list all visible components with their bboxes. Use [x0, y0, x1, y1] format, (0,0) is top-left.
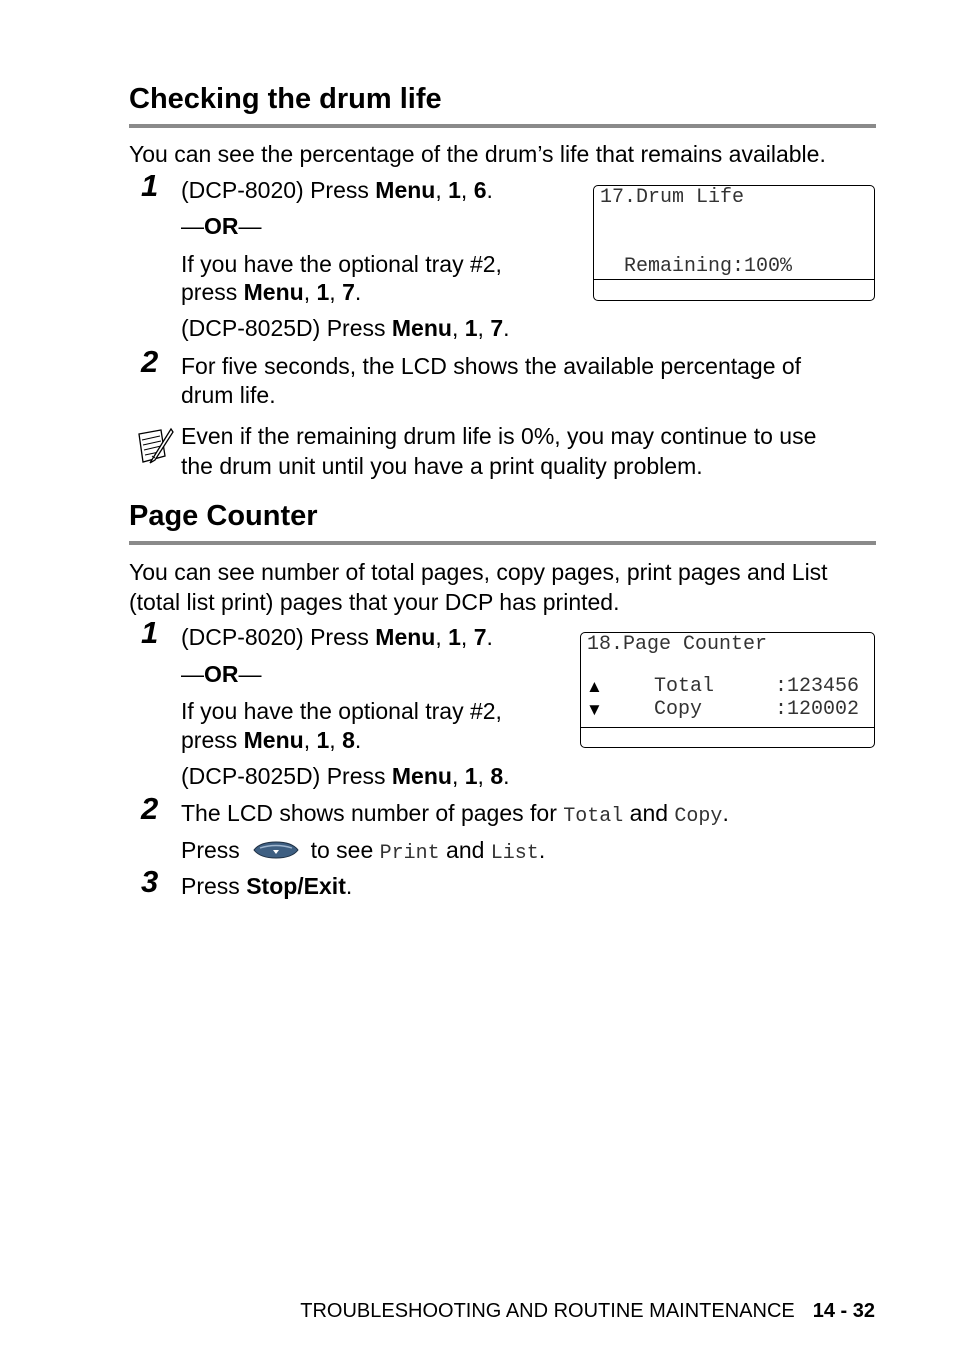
section-title-drum-life: Checking the drum life: [129, 83, 442, 115]
step-number: 2: [141, 791, 159, 826]
step2-line1: The LCD shows number of pages for Total and Copy.: [181, 800, 729, 828]
lcd-bottom-bar: [594, 279, 874, 280]
step1-line-b2: press Menu, 1, 8.: [181, 727, 362, 753]
step3-line: Press Stop/Exit.: [181, 873, 353, 899]
step-number: 1: [141, 615, 159, 650]
lcd-line2: Remaining:100%: [600, 255, 793, 278]
step1-line-c: (DCP-8025D) Press Menu, 1, 7.: [181, 315, 510, 341]
counter-intro-line1: You can see number of total pages, copy pages, print pages and List: [129, 559, 828, 585]
down-arrow-icon: ▼: [586, 700, 603, 719]
step-number: 2: [141, 344, 159, 379]
title-rule: [129, 124, 876, 128]
step1-line-b1: If you have the optional tray #2,: [181, 251, 502, 277]
step1-line-a: (DCP-8020) Press Menu, 1, 7.: [181, 624, 493, 650]
step1-line-a: (DCP-8020) Press Menu, 1, 6.: [181, 177, 493, 203]
footer-page-number: 14 - 32: [812, 1300, 875, 1322]
or-separator: —OR—: [181, 213, 262, 239]
navigation-key-icon: [252, 840, 300, 860]
drum-intro: You can see the percentage of the drum’s life that remains available.: [129, 141, 826, 167]
note-pencil-icon: [133, 426, 175, 468]
step1-line-b2: press Menu, 1, 7.: [181, 279, 362, 305]
step2-line2: drum life.: [181, 382, 276, 408]
lcd-bottom-bar: [581, 727, 874, 728]
page-footer: [300, 1300, 875, 1323]
counter-intro-line2: (total list print) pages that your DCP has printed.: [129, 589, 620, 615]
lcd-display-page-counter: [580, 632, 875, 748]
step-number: 3: [141, 864, 159, 899]
lcd-total-value: :123456: [775, 675, 860, 698]
note-line1: Even if the remaining drum life is 0%, you may continue to use: [181, 423, 817, 449]
step2-line1: For five seconds, the LCD shows the available percentage of: [181, 353, 802, 379]
lcd-total-label: Total: [654, 675, 715, 698]
lcd-copy-label: Copy: [654, 698, 703, 721]
lcd-display-drum-life: [593, 185, 875, 301]
or-separator: —OR—: [181, 661, 262, 687]
note-line2: the drum unit until you have a print quality problem.: [181, 453, 703, 479]
lcd-line1: 18.Page Counter: [587, 633, 768, 656]
step-number: 1: [141, 168, 159, 203]
lcd-line1: 17.Drum Life: [600, 186, 745, 209]
section-title-page-counter: Page Counter: [129, 500, 318, 532]
title-rule: [129, 541, 876, 545]
up-arrow-icon: ▲: [586, 677, 603, 696]
step1-line-c: (DCP-8025D) Press Menu, 1, 8.: [181, 763, 510, 789]
step1-line-b1: If you have the optional tray #2,: [181, 698, 502, 724]
footer-chapter: TROUBLESHOOTING AND ROUTINE MAINTENANCE: [300, 1300, 795, 1322]
step2-line2: Press to see Print and List.: [181, 837, 546, 865]
lcd-copy-value: :120002: [775, 698, 860, 721]
